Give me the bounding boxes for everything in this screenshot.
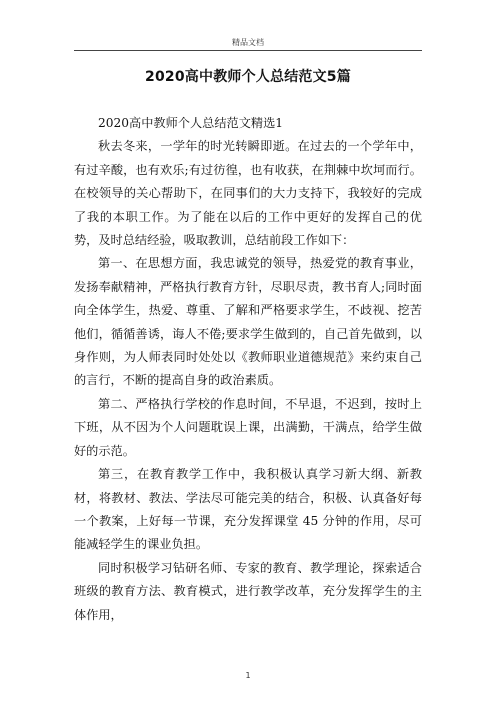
section-subtitle: 2020高中教师个人总结范文精选1 — [98, 116, 284, 130]
paragraph-5: 同时积极学习钻研名师、专家的教育、教学理论，探索适合班级的教育方法、教育模式，进行教学改革，充分发挥学生的主体作用， — [74, 560, 422, 622]
paragraph-2: 第一、在思想方面，我忠诚党的领导，热爱党的教育事业，发扬奉献精神，严格执行教育方针，尽职尽责，教书育人;同时面向全体学生，热爱、尊重、了解和严格要求学生，不歧视、挖苦他们，循循善诱，诲人不倦;要求学生做到的，自己首先做到，以身作则，为人师表同时处处以《教师职业道德规范》来约束自己的言行，不断的提高自身的政治素质。 — [74, 256, 422, 388]
document-body — [74, 112, 422, 627]
paragraph-3: 第二、严格执行学校的作息时间，不早退，不迟到，按时上下班，从不因为个人问题耽误上课，出满勤，干满点，给学生做好的示范。 — [74, 396, 422, 458]
header-label: 精品文档 — [232, 38, 264, 47]
paragraph-4: 第三，在教育教学工作中，我积极认真学习新大纲、新教材，将教材、教法、学法尽可能完美的结合，积极、认真备好每一个教案，上好每一节课，充分发挥课堂 45 分钟的作用，尽可能减轻学生的课业负担。 — [74, 467, 422, 552]
page-number: 1 — [245, 671, 251, 680]
paragraph-1: 秋去冬来，一学年的时光转瞬即逝。在过去的一个学年中，有过辛酸，也有欢乐;有过彷徨，也有收获，在荆棘中坎坷而行。在校领导的关心帮助下，在同事们的大力支持下，我较好的完成了我的本职工作。为了能在以后的工作中更好的发挥自己的优势，及时总结经验，吸取教训，总结前段工作如下： — [74, 139, 422, 248]
header-divider — [74, 50, 422, 51]
document-title: 2020高中教师个人总结范文5篇 — [145, 69, 351, 85]
